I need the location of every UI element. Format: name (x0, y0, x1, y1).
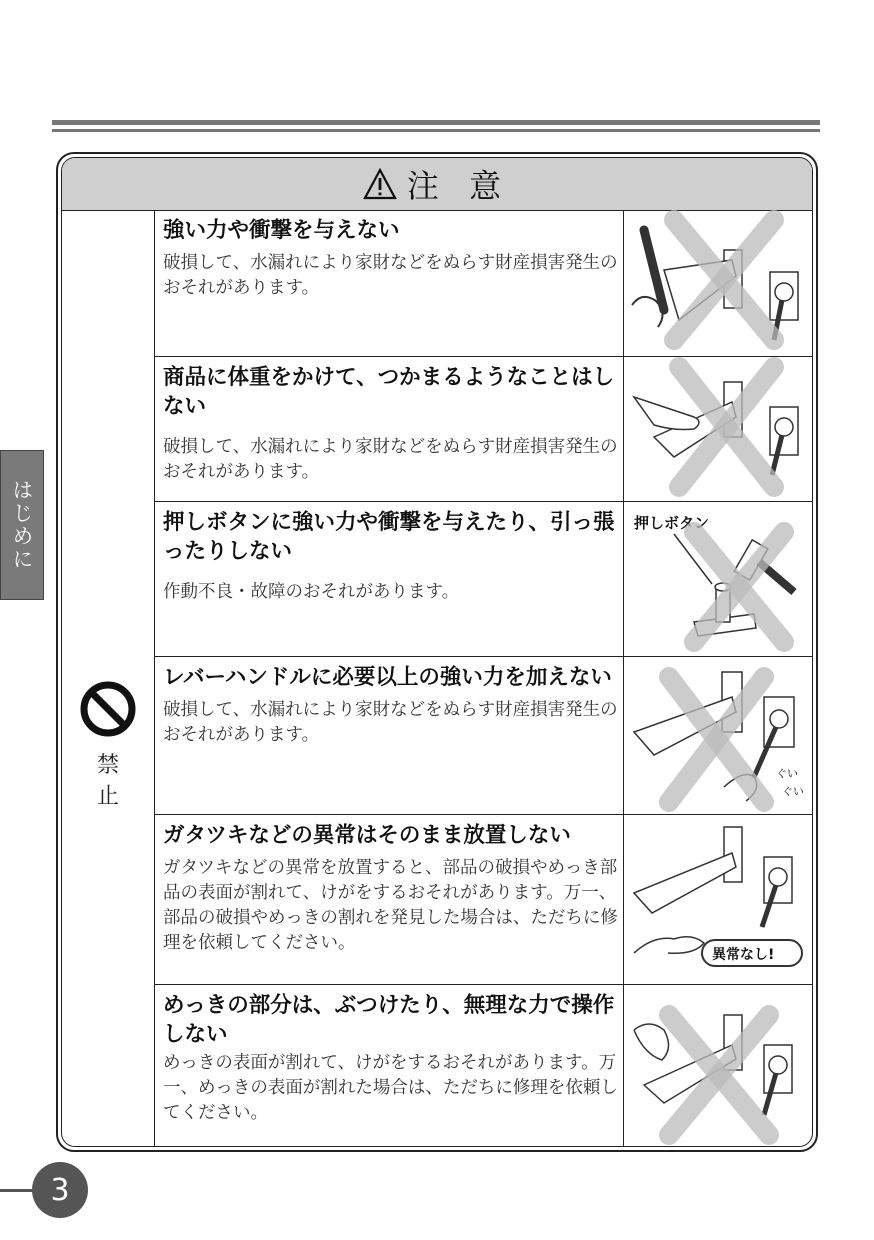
row-body: めっきの表面が割れて、けがをするおそれがあります。万一、めっきの表面が割れた場合は、ただちに修理を依頼してください。 (163, 1053, 618, 1123)
page-number: 3 (32, 1162, 88, 1218)
prohibition-icon (79, 680, 137, 738)
hand-pressing-faucet-illustration (624, 357, 813, 502)
prohibition-label: 禁 止 (96, 753, 139, 809)
row-body: 破損して、水漏れにより家財などをぬらす財産損害発生のおそれがあります。 (163, 700, 618, 745)
row-body: ガタツキなどの異常を放置すると、部品の破損やめっき部品の表面が割れて、けがをするおそれがあります。万一、部品の破損やめっきの割れを発見した場合は、ただちに修理を依頼してください。 (163, 858, 618, 953)
row-heading: レバーハンドルに必要以上の強い力を加えない (163, 665, 612, 690)
prohibition-column (62, 210, 155, 1147)
row-heading: 押しボタンに強い力や衝撃を与えたり、引っ張ったりしない (163, 510, 615, 564)
caution-row (155, 815, 813, 985)
push-button-illustration (624, 502, 813, 657)
push-button-label: 押しボタン (634, 514, 710, 532)
row-illustration (623, 357, 813, 501)
row-text (163, 508, 618, 605)
warning-triangle-icon (363, 168, 397, 200)
row-text (163, 363, 618, 485)
row-illustration (623, 815, 813, 984)
caution-title: 注 意 (406, 167, 512, 205)
row-text (163, 821, 618, 956)
top-rule-thin (52, 129, 820, 132)
row-illustration (623, 502, 813, 656)
ok-bubble-label: 異常なし! (712, 947, 775, 963)
caution-row (155, 502, 813, 657)
row-heading: ガタツキなどの異常はそのまま放置しない (163, 823, 571, 848)
row-illustration (623, 985, 813, 1147)
row-body: 破損して、水漏れにより家財などをぬらす財産損害発生のおそれがあります。 (163, 437, 618, 482)
row-text (163, 663, 618, 748)
lever-handle-illustration (624, 657, 813, 815)
row-text (163, 216, 618, 301)
row-body: 破損して、水漏れにより家財などをぬらす財産損害発生のおそれがあります。 (163, 253, 618, 298)
caution-row (155, 357, 813, 502)
gui-label-1: ぐい (776, 767, 798, 780)
row-heading: 商品に体重をかけて、つかまるようなことはしない (163, 365, 615, 419)
row-illustration (623, 210, 813, 356)
row-heading: 強い力や衝撃を与えない (163, 218, 400, 243)
plating-impact-illustration (624, 985, 813, 1147)
row-text (163, 991, 618, 1126)
row-heading: めっきの部分は、ぶつけたり、無理な力で操作しない (163, 993, 615, 1047)
caution-frame (61, 157, 813, 1147)
caution-row (155, 210, 813, 357)
gui-label-2: ぐい (782, 785, 804, 798)
row-illustration (623, 657, 813, 814)
section-tab: はじめに (0, 450, 44, 600)
top-rule-thick (52, 120, 820, 125)
inspection-illustration (624, 815, 813, 985)
caution-header (62, 158, 812, 211)
caution-row (155, 657, 813, 815)
caution-row (155, 985, 813, 1147)
page-number-line (0, 1189, 34, 1192)
wrench-faucet-illustration (624, 210, 813, 357)
row-body: 作動不良・故障のおそれがあります。 (163, 582, 460, 602)
